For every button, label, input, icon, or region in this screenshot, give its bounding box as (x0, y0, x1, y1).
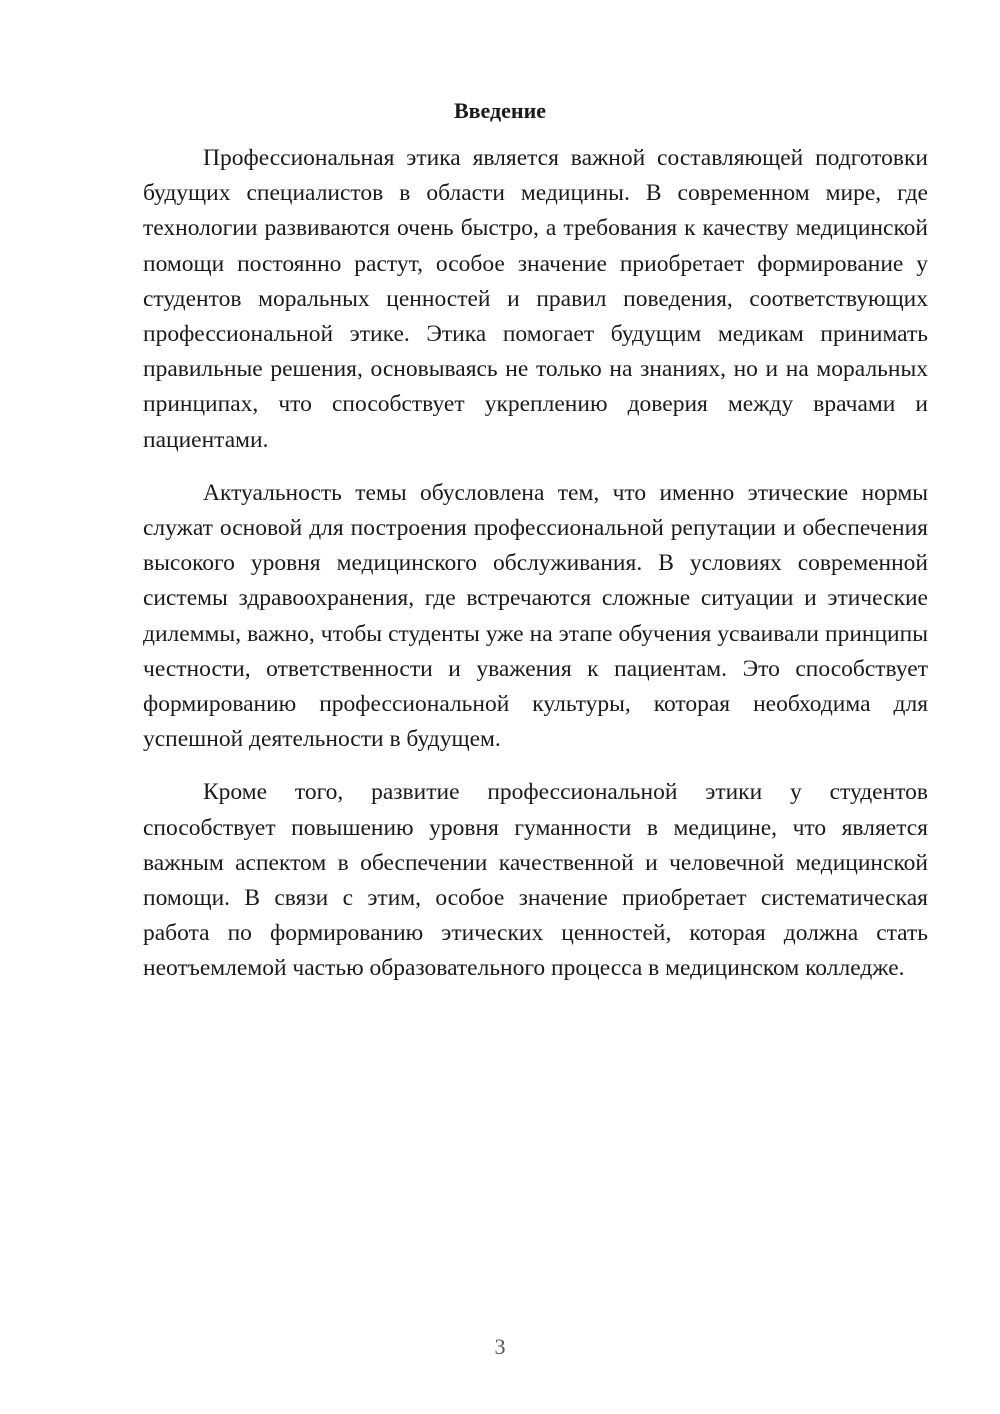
section-heading: Введение (453, 98, 547, 123)
paragraph-1: Профессиональная этика является важной составляющей подготовки будущих специалистов в области медицины. В современном мире, где технологии развиваются очень быстро, а требования к качеству медицинской помощи постоянно растут, особое значение приобретает формирование у студентов моральных ценностей и правил поведения, соответствующих профессиональной этике. Этика помогает будущим медикам принимать правильные решения, основываясь не только на знаниях, но и на моральных принципах, что способствует укреплению доверия между врачами и пациентами. (143, 145, 928, 453)
page-number: 3 (494, 1334, 506, 1359)
paragraph-3: Кроме того, развитие профессиональной этики у студентов способствует повышению уровня гуманности в медицине, что является важным аспектом в обеспечении качественной и человечной медицинской помощи. В связи с этим, особое значение приобретает систематическая работа по формированию этических ценностей, которая должна стать неотъемлемой частью образовательного процесса в медицинском колледже. (143, 779, 928, 982)
paragraph-2: Актуальность темы обусловлена тем, что именно этические нормы служат основой для построения профессиональной репутации и обеспечения высокого уровня медицинского обслуживания. В условиях современной системы здравоохранения, где встречаются сложные ситуации и этические дилеммы, важно, чтобы студенты уже на этапе обучения усваивали принципы честности, ответственности и уважения к пациентам. Это способствует формированию профессиональной культуры, которая необходима для успешной деятельности в будущем. (143, 479, 928, 753)
document-body (143, 141, 928, 1005)
